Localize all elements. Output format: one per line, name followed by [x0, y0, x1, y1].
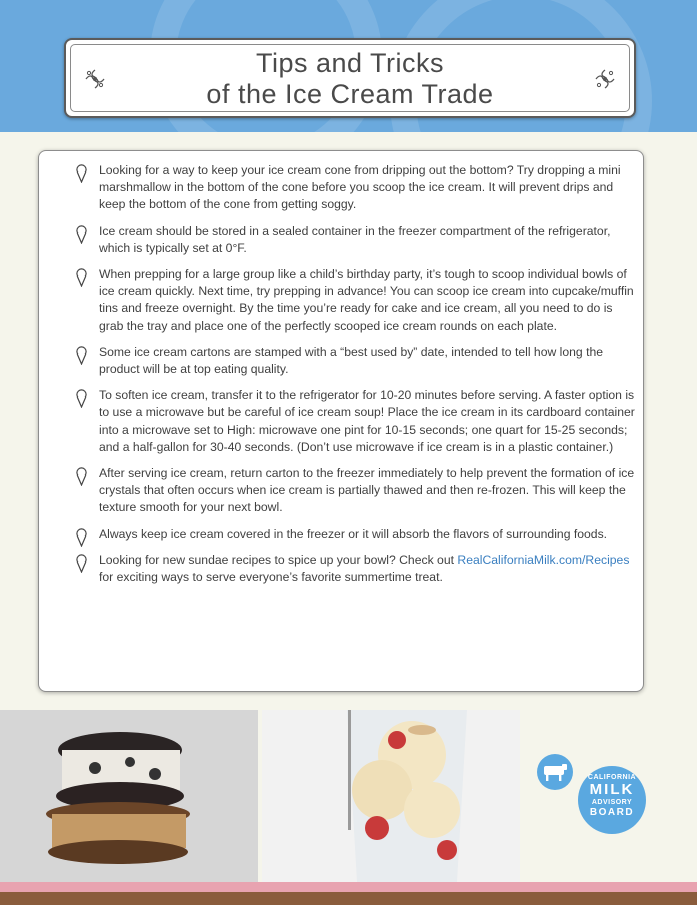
tip-text-after-link: for exciting ways to serve everyone’s favorite summertime treat.: [99, 570, 443, 585]
tip-text-before-link: Looking for new sundae recipes to spice up your bowl? Check out: [99, 552, 458, 567]
title-line-2: of the Ice Cream Trade: [206, 79, 494, 109]
tips-card: [38, 150, 644, 692]
tip-text: When prepping for a large group like a child’s birthday party, it’s tough to scoop individual bowls of ice cream quickly. Next time, try prepping in advance! You can scoop ice cream into cupcake/muffin tins and freeze overnight. By the time you’re ready for cake and ice cream, all you need to do is grab the tray and place one of the perfectly scooped ice cream rounds on each plate.: [99, 267, 634, 333]
page-title: [166, 48, 534, 110]
logo-line-1: CALIFORNIA: [587, 774, 637, 781]
sundae-photo: [262, 710, 520, 882]
tip-text: To soften ice cream, transfer it to the refrigerator for 10-20 minutes before serving. A faster option is to use a microwave but be careful of ice cream soup! Place the ice cream in its cardboard container into a microwave set to High: microwave one pint for 10-15 seconds; one quart for 15-25 seconds; and a half-gallon for 30-40 seconds. (Don’t use microwave if ice cream is in a plastic container.): [99, 388, 635, 454]
tips-list: [75, 162, 635, 595]
tip-text: Looking for a way to keep your ice cream cone from dripping out the bottom? Try dropping a mini marshmallow in the bottom of the cone before you scoop the ice cream. It will prevent drips and keep the bottom of the cone from getting soggy.: [99, 163, 621, 212]
logo-line-2: MILK: [589, 781, 635, 798]
ice-cream-cone-icon: [75, 225, 88, 244]
ice-cream-cone-icon: [75, 554, 88, 573]
logo-line-4: BOARD: [589, 807, 635, 818]
tip-item: [75, 526, 635, 543]
ice-cream-cone-icon: [75, 268, 88, 287]
flourish-ornament-icon: [592, 66, 618, 92]
header-band: [0, 0, 697, 132]
tip-item: [75, 465, 635, 517]
tip-text: Some ice cream cartons are stamped with a “best used by” date, intended to tell how long the product will be at top eating quality.: [99, 344, 604, 377]
logo-line-3: ADVISORY: [591, 799, 633, 806]
ice-cream-cone-icon: [75, 467, 88, 486]
tip-text: Always keep ice cream covered in the freezer or it will absorb the flavors of surrounding foods.: [99, 526, 608, 541]
tip-item: [75, 266, 635, 335]
tip-item: [75, 387, 635, 456]
title-plate: [64, 38, 636, 118]
ice-cream-sandwich-photo: [0, 710, 258, 882]
ice-cream-cone-icon: [75, 164, 88, 183]
tip-item: [75, 552, 635, 586]
california-milk-advisory-board-logo: [537, 752, 647, 842]
ice-cream-cone-icon: [75, 346, 88, 365]
footer-stripe-pink: [0, 882, 697, 892]
tip-item: [75, 344, 635, 378]
flourish-ornament-icon: [82, 66, 108, 92]
title-line-1: Tips and Tricks: [255, 48, 445, 78]
tip-item: [75, 162, 635, 214]
footer-stripe-brown: [0, 892, 697, 905]
ice-cream-cone-icon: [75, 389, 88, 408]
tip-text: Ice cream should be stored in a sealed container in the freezer compartment of the refrigerator, which is typically set at 0°F.: [99, 223, 611, 255]
tip-text: After serving ice cream, return carton to the freezer immediately to help prevent the formation of ice crystals that often occurs when ice cream is partially thawed and then re-frozen. This will keep the texture smooth for your next bowl.: [99, 466, 635, 515]
recipes-link[interactable]: RealCaliforniaMilk.com/Recipes: [457, 552, 630, 567]
tip-item: [75, 223, 635, 257]
ice-cream-cone-icon: [75, 528, 88, 547]
